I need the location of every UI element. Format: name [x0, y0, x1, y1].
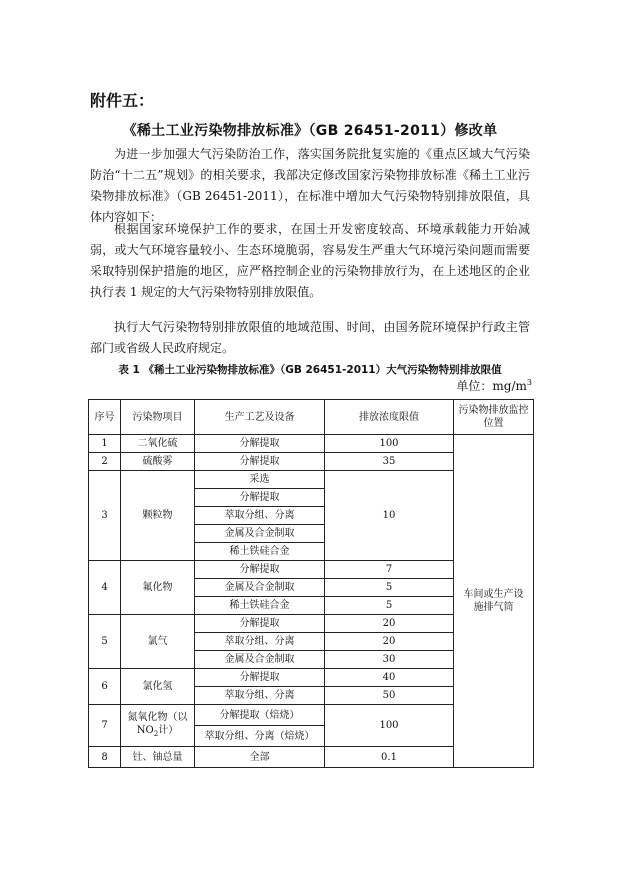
cell-process: 萃取分组、分离（焙烧）: [195, 726, 325, 747]
cell-seq: 8: [89, 747, 121, 768]
header-process: 生产工艺及设备: [195, 400, 325, 435]
cell-seq: 6: [89, 669, 121, 705]
cell-process: 分解提取（焙烧）: [195, 705, 325, 726]
cell-seq: 2: [89, 453, 121, 471]
cell-seq: 3: [89, 471, 121, 561]
emission-limits-table: [88, 399, 534, 768]
cell-pollutant: [121, 705, 195, 747]
cell-seq: 4: [89, 561, 121, 615]
annex-label: 附件五：: [90, 91, 155, 110]
table-unit: 单位：$mg/m^3$: [456, 378, 532, 393]
cell-process: 分解提取: [195, 435, 325, 453]
cell-monitor-location: 车间或生产设施排气筒: [454, 435, 534, 768]
table-header-row: [89, 400, 534, 435]
cell-process: 金属及合金制取: [195, 525, 325, 543]
cell-process: 全部: [195, 747, 325, 768]
cell-pollutant: 硫酸雾: [121, 453, 195, 471]
cell-process: 萃取分组、分离: [195, 633, 325, 651]
header-seq: 序号: [89, 400, 121, 435]
cell-process: 分解提取: [195, 453, 325, 471]
cell-pollutant: 氟化物: [121, 561, 195, 615]
cell-pollutant: 氯化氢: [121, 669, 195, 705]
cell-process: 采选: [195, 471, 325, 489]
header-monitor: 污染物排放监控位置: [454, 400, 534, 435]
paragraph-scope: 执行大气污染物特别排放限值的地域范围、时间，由国务院环境保护行政主管部门或省级人民政府规定。: [90, 320, 530, 355]
cell-process: 萃取分组、分离: [195, 507, 325, 525]
cell-process: 分解提取: [195, 615, 325, 633]
cell-limit: 5: [325, 579, 454, 597]
paragraph-requirement: 根据国家环境保护工作的要求，在国土开发密度较高、环境承载能力开始减弱，或大气环境容量较小、生态环境脆弱，容易发生严重大气环境污染问题而需要采取特别保护措施的地区，应严格控制企业的污染物排放行为，在上述地区的企业执行表 1 规定的大气污染物特别排放限值。: [90, 222, 530, 299]
cell-limit: 50: [325, 687, 454, 705]
header-limit: 排放浓度限值: [325, 400, 454, 435]
cell-pollutant: 氯气: [121, 615, 195, 669]
cell-limit: 100: [325, 435, 454, 453]
cell-process: 金属及合金制取: [195, 579, 325, 597]
pollutant-name-line1: 氮氧化物（以: [127, 711, 188, 723]
cell-limit: 35: [325, 453, 454, 471]
cell-seq: 7: [89, 705, 121, 747]
cell-limit: 5: [325, 597, 454, 615]
cell-process: 萃取分组、分离: [195, 687, 325, 705]
cell-limit: 40: [325, 669, 454, 687]
cell-pollutant: 钍、铀总量: [121, 747, 195, 768]
cell-limit: 20: [325, 633, 454, 651]
cell-process: 分解提取: [195, 561, 325, 579]
cell-seq: 1: [89, 435, 121, 453]
cell-limit: 7: [325, 561, 454, 579]
paragraph-intro: 为进一步加强大气污染防治工作，落实国务院批复实施的《重点区域大气污染防治“十二五”规划》的相关要求，我部决定修改国家污染物排放标准《稀土工业污染物排放标准》（GB 26451-2011），在标准中增加大气污染物特别排放限值，具体内容如下：: [90, 147, 530, 224]
cell-seq: 5: [89, 615, 121, 669]
cell-process: 分解提取: [195, 669, 325, 687]
cell-pollutant: 颗粒物: [121, 471, 195, 561]
pollutant-formula: NO: [136, 724, 154, 736]
cell-process: 金属及合金制取: [195, 651, 325, 669]
cell-limit: 10: [325, 471, 454, 561]
table-caption: 表 1 《稀土工业污染物排放标准》（GB 26451-2011）大气污染物特别排放限值: [118, 364, 502, 376]
cell-limit: 30: [325, 651, 454, 669]
pollutant-name-line2: 计）: [158, 724, 179, 736]
pollutant-formula-subscript: 2: [153, 729, 159, 738]
cell-process: 稀土铁硅合金: [195, 543, 325, 561]
cell-process: 分解提取: [195, 489, 325, 507]
cell-limit: 20: [325, 615, 454, 633]
cell-process: 稀土铁硅合金: [195, 597, 325, 615]
header-pollutant: 污染物项目: [121, 400, 195, 435]
cell-pollutant: 二氧化硫: [121, 435, 195, 453]
cell-limit: 100: [325, 705, 454, 747]
document-title: 《稀土工业污染物排放标准》（GB 26451-2011）修改单: [122, 123, 498, 139]
table-row: [89, 435, 534, 453]
cell-limit: 0.1: [325, 747, 454, 768]
